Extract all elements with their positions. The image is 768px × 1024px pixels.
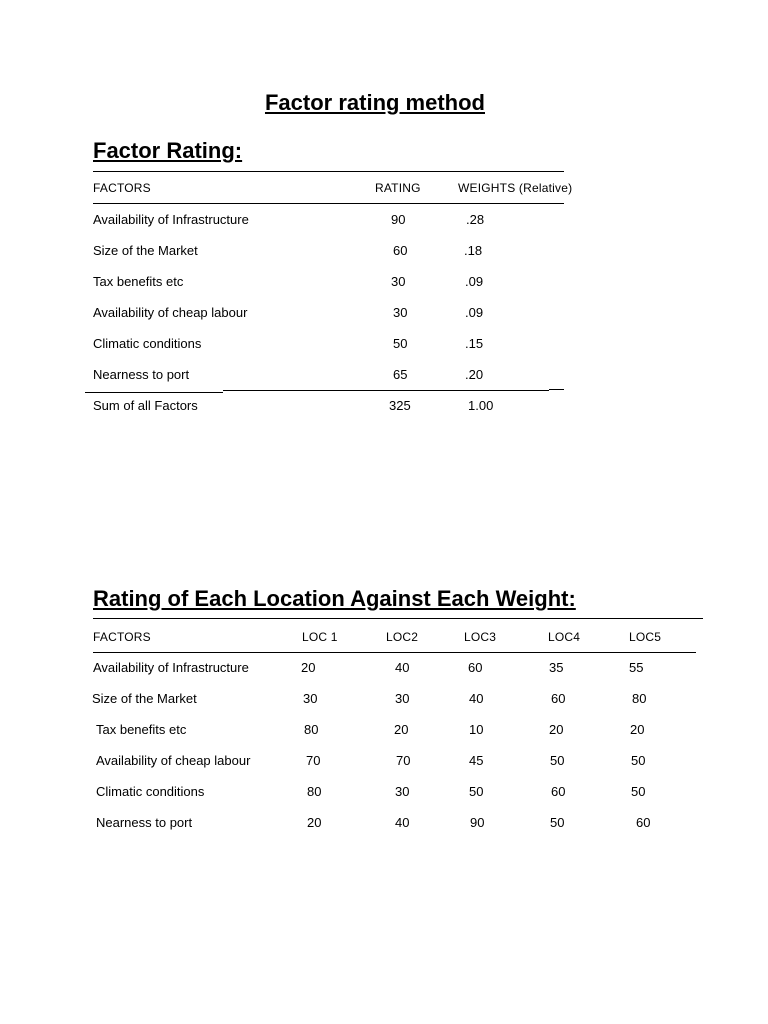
table1-row-rating: 30 (391, 274, 406, 289)
table2-cell-loc4: 50 (550, 753, 565, 768)
table2-header-rule (93, 652, 696, 653)
table2-cell-loc3: 40 (469, 691, 484, 706)
table1-row-factor: Availability of cheap labour (93, 305, 248, 320)
table1-top-rule-right (418, 171, 564, 172)
table2-cell-loc3: 50 (469, 784, 484, 799)
table1-total-rule-left (85, 392, 223, 393)
table1-row-factor: Climatic conditions (93, 336, 202, 351)
table1-row-factor: Nearness to port (93, 367, 190, 382)
table1-header-rating: RATING (375, 181, 421, 195)
table2-header-loc2: LOC2 (386, 630, 419, 644)
table1-row-weight: .09 (465, 305, 484, 320)
table1-row-weight: .15 (465, 336, 484, 351)
table1-row-rating: 50 (393, 336, 408, 351)
table1-total-label: Sum of all Factors (93, 398, 198, 413)
table1-row-rating: 90 (391, 212, 406, 227)
table1-total-rule-right (549, 389, 564, 390)
table2-cell-loc2: 70 (396, 753, 411, 768)
table2-cell-loc3: 10 (469, 722, 484, 737)
table2-row-factor: Nearness to port (96, 815, 193, 830)
table2-cell-loc4: 60 (551, 691, 566, 706)
table2-cell-loc2: 20 (394, 722, 409, 737)
table2-cell-loc1: 20 (301, 660, 316, 675)
table1-header-weights: WEIGHTS (Relative) (458, 181, 573, 195)
table2-cell-loc1: 20 (307, 815, 322, 830)
table1-header-rule (93, 203, 564, 204)
table2-row-factor: Availability of cheap labour (96, 753, 251, 768)
table2-cell-loc4: 35 (549, 660, 564, 675)
table2-header-loc1: LOC 1 (302, 630, 338, 644)
table1-row-rating: 65 (393, 367, 408, 382)
table2-cell-loc2: 30 (395, 784, 410, 799)
table2-row-factor: Tax benefits etc (96, 722, 187, 737)
table2-cell-loc3: 60 (468, 660, 483, 675)
table1-total-rule-mid (223, 390, 549, 391)
table2-cell-loc5: 20 (630, 722, 645, 737)
table2-cell-loc5: 80 (632, 691, 647, 706)
table2-cell-loc5: 50 (631, 753, 646, 768)
table2-cell-loc4: 50 (550, 815, 565, 830)
table1-total-rating: 325 (389, 398, 411, 413)
table1-row-rating: 30 (393, 305, 408, 320)
table2-cell-loc5: 55 (629, 660, 644, 675)
table2-row-factor: Size of the Market (92, 691, 197, 706)
table2-cell-loc3: 45 (469, 753, 484, 768)
table1-row-factor: Tax benefits etc (93, 274, 184, 289)
table2-header-loc5: LOC5 (629, 630, 662, 644)
table2-cell-loc1: 70 (306, 753, 321, 768)
table2-cell-loc2: 30 (395, 691, 410, 706)
table2-row-factor: Climatic conditions (96, 784, 205, 799)
table2-row-factor: Availability of Infrastructure (93, 660, 249, 675)
table1-row-weight: .28 (466, 212, 485, 227)
table2-cell-loc1: 80 (304, 722, 319, 737)
table1-row-weight: .18 (464, 243, 483, 258)
document-title: Factor rating method (264, 90, 485, 115)
table2-cell-loc5: 50 (631, 784, 646, 799)
table2-cell-loc2: 40 (395, 815, 410, 830)
table2-cell-loc2: 40 (395, 660, 410, 675)
table1-total-weight: 1.00 (468, 398, 494, 413)
table2-cell-loc1: 30 (303, 691, 318, 706)
location-rating-heading: Rating of Each Location Against Each Weight: (93, 586, 576, 611)
table2-cell-loc4: 20 (549, 722, 564, 737)
table1-row-weight: .20 (465, 367, 484, 382)
factor-rating-heading: Factor Rating: (93, 138, 243, 163)
table1-header-factors: FACTORS (93, 181, 151, 195)
table1-row-rating: 60 (393, 243, 408, 258)
table2-cell-loc4: 60 (551, 784, 566, 799)
table2-header-factors: FACTORS (93, 630, 151, 644)
table2-header-loc4: LOC4 (548, 630, 581, 644)
table2-cell-loc1: 80 (307, 784, 322, 799)
table1-row-factor: Size of the Market (93, 243, 198, 258)
table1-row-weight: .09 (465, 274, 484, 289)
table2-cell-loc5: 60 (636, 815, 651, 830)
table1-row-factor: Availability of Infrastructure (93, 212, 249, 227)
table1-top-rule-left (93, 171, 418, 172)
table2-header-loc3: LOC3 (464, 630, 497, 644)
table2-cell-loc3: 90 (470, 815, 485, 830)
table2-top-rule (93, 618, 703, 619)
